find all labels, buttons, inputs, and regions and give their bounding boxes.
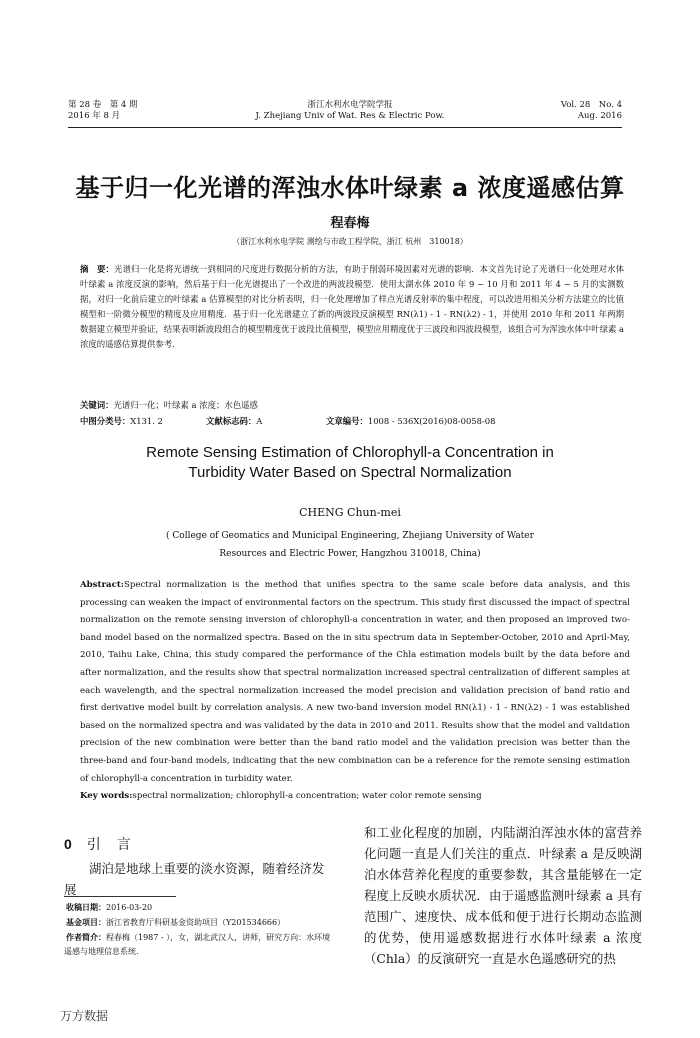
article-number: 文章编号：1008 - 536X(2016)08-0058-08 — [326, 416, 496, 426]
abstract-en-label: Abstract: — [80, 580, 124, 590]
keywords-cn-label: 关键词： — [80, 400, 114, 410]
keywords-cn-text: 光谱归一化；叶绿素 a 浓度；水色遥感 — [113, 400, 258, 410]
section-title: 引言 — [86, 837, 147, 853]
document-code: 文献标志码：A — [206, 416, 263, 426]
journal-volume-info — [68, 100, 138, 122]
journal-name-en: J. Zhejiang Univ of Wat. Res & Electric Pow. — [255, 111, 445, 121]
abstract-cn — [80, 262, 624, 352]
abstract-en-text: Spectral normalization is the method that unifies spectra to the same scale before data analysis, and this processing can weaken the impact of environmental factors on the spectrum. This study first discussed the impact of spectral normalization on the remote sensing inversion of chlorophyll-a concentration in water, and then proposed an improved two-band model based on the normalized spectra. Based on the in situ spectrum data in September-October, 2010 and April-May, 2010, Taihu Lake, China, this study compared the performance of the Chla estimation models built by the data before and after normalization, and the results show that spectral normalization increased spectral centralization of different samples at each wavelength, and the spectral normalization increased the model precision and validation precision of band ratio and first derivative model built by correlation analysis. A new two-band inversion model RN(λ1) - 1 - RN(λ2) - 1 was established based on the normalized spectra and was validated by the data in 2010 and 2011. Results show that the model and validation precision of the new combination were better than the band ratio model and the validation precision was better than the three-band and four-band models, indicating that the new combination can be a reference for the remote sensing estimation of chlorophyll-a concentration in turbidity water. — [80, 580, 630, 784]
section-heading — [64, 834, 147, 854]
intro-paragraph-left: 湖泊是地球上重要的淡水资源，随着经济发展 — [64, 861, 325, 897]
keywords-en — [80, 789, 630, 803]
paper-title-en — [60, 443, 640, 483]
affiliation-cn: （浙江水利水电学院 测绘与市政工程学院，浙江 杭州 310018） — [232, 237, 468, 246]
abstract-cn-text: 光谱归一化是将光谱统一到相同的尺度进行数据分析的方法，有助于削弱环境因素对光谱的影响．本文首先讨论了光谱归一化处理对水体叶绿素 a 浓度反演的影响，然后基于归一化光谱提出了一个改进的两波段模型．使用太湖水体 2010 年 9 ~ 10 月和 2011 年 4 ~ 5 月的实测数据，对归一化前后建立的叶绿素 a 估算模型的对比分析表明，归一化处理增加了样点光谱反射率的集中程度，可以改进用相关分析方法建立的比值模型和一阶微分模型的精度及应用精度．基于归一化光谱建立了新的两波段反演模型 RN(λ1) - 1 - RN(λ2) - 1，并使用 2010 年和 2011 年两期数据建立模型并验证，结果表明新波段组合的模型精度优于波段比值模型，模型应用精度优于三波段和四波段模型，该组合可为浑浊水体中叶绿素 a 浓度的遥感估算提供参考． — [80, 264, 625, 349]
publication-date-en: Aug. 2016 — [577, 111, 622, 121]
affiliation-en-line2: Resources and Electric Power, Hangzhou 310018, China) — [219, 549, 481, 559]
affiliation-en-line1: ( College of Geomatics and Municipal Engineering, Zhejiang University of Water — [166, 531, 534, 541]
volume-number-en: Vol. 28 No. 4 — [560, 100, 622, 110]
keywords-cn — [80, 398, 624, 413]
keywords-en-text: spectral normalization; chlorophyll-a concentration; water color remote sensing — [132, 791, 482, 801]
footnote-author-bio: 作者简介：程春梅（1987 - ），女，湖北武汉人，讲师，研究方向：水环境遥感与地理信息系统． — [64, 932, 331, 956]
clc-number: 中图分类号：X131. 2 — [80, 416, 163, 426]
footnote-received: 收稿日期：2016-03-20 — [66, 902, 153, 912]
affiliation-en — [130, 527, 570, 563]
paper-title-en-line2: Turbidity Water Based on Spectral Normalization — [188, 464, 512, 481]
author-name-en: CHENG Chun-mei — [299, 506, 401, 519]
author-name-cn: 程春梅 — [330, 216, 370, 231]
footnote-rule — [64, 896, 176, 897]
publication-date-cn: 2016 年 8 月 — [68, 111, 121, 121]
section-number: 0 — [64, 836, 73, 852]
footnotes — [64, 900, 334, 959]
paper-title-cn: 基于归一化光谱的浑浊水体叶绿素 a 浓度遥感估算 — [75, 174, 625, 202]
watermark: 万方数据 — [60, 1009, 109, 1023]
abstract-en — [80, 577, 630, 788]
header-rule — [68, 127, 622, 128]
paper-title-en-line1: Remote Sensing Estimation of Chlorophyll-a Concentration in — [146, 444, 554, 461]
keywords-en-label: Key words: — [80, 791, 133, 801]
footnote-funding: 基金项目：浙江省教育厅科研基金资助项目（Y201534666） — [66, 917, 286, 927]
journal-volume-en — [561, 100, 622, 122]
journal-name — [200, 100, 500, 122]
volume-issue: 第 28 卷 第 4 期 — [68, 100, 138, 110]
abstract-cn-label: 摘 要： — [80, 264, 115, 274]
intro-paragraph-right: 和工业化程度的加剧，内陆湖泊浑浊水体的富营养化问题一直是人们关注的重点．叶绿素 a 是反映湖泊水体营养化程度的重要参数，其含量能够在一定程度上反映水质状况．由于遥感监测叶绿素 a 具有范围广、速度快、成本低和便于进行长期动态监测的优势，使用遥感数据进行水体叶绿素 a 浓度（Chla）的反演研究一直是水色遥感研究的热 — [364, 825, 642, 966]
journal-name-cn: 浙江水利水电学院学报 — [307, 100, 393, 110]
